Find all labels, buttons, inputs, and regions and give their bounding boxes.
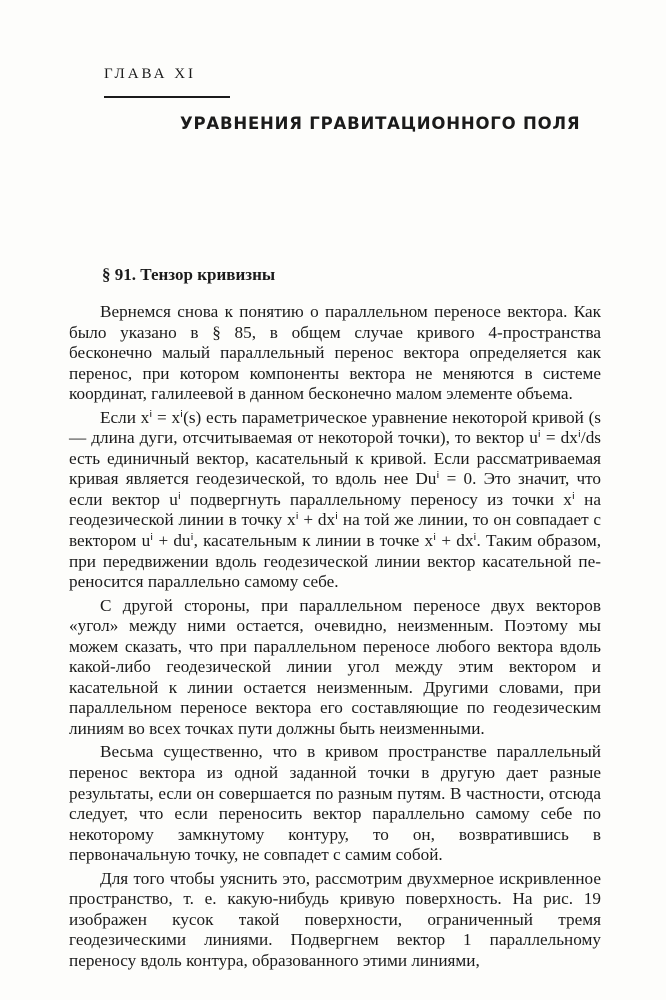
chapter-divider: [104, 96, 230, 98]
paragraph: Если xⁱ = xⁱ(s) есть параметрическое уравнение некоторой кривой (s — длина дуги, отсчитываемая от некоторой точки), то вектор uⁱ = dxⁱ/ds есть единичный вектор, касательный к кривой. Если рассматриваемая кривая является геодезической, то вдоль нее Duⁱ = 0. Это значит, что если вектор uⁱ подвергнуть параллельному переносу из точки xⁱ на геодезической линии в точку xⁱ + dxⁱ на той же линии, то он совпадает с вектором uⁱ + duⁱ, касательным к линии в точке xⁱ + dxⁱ. Таким образом, при передвижении вдоль геодезической линии вектор касательной переносится параллельно самому себе.: [69, 407, 601, 592]
paragraph: Для того чтобы уяснить это, рассмотрим двухмерное искривленное пространство, т. е. какую-нибудь кривую поверхность. На рис. 19 изображен кусок такой поверхности, ограниченный тремя геодезическими линиями. Подвергнем вектор 1 параллельному переносу вдоль контура, образованного этими линиями,: [69, 868, 601, 970]
paragraph: Вернемся снова к понятию о параллельном переносе вектора. Как было указано в § 85, в общем случае кривого 4-пространства бесконечно малый параллельный перенос вектора определяется как перенос, при котором компоненты вектора не меняются в системе координат, галилеевой в данном бесконечно малом элементе объема.: [69, 302, 601, 404]
chapter-label: ГЛАВА XI: [104, 66, 197, 82]
chapter-title: УРАВНЕНИЯ ГРАВИТАЦИОННОГО ПОЛЯ: [180, 114, 581, 133]
body-text: [69, 302, 601, 975]
paragraph: Весьма существенно, что в кривом пространстве параллельный перенос вектора из одной заданной точки в другую дает разные результаты, если он совершается по разным путям. В частности, отсюда следует, что если переносить вектор параллельно самому себе по некоторому замкнутому контуру, то он, возвратившись в первоначальную точку, не совпадет с самим собой.: [69, 742, 601, 865]
section-heading: § 91. Тензор кривизны: [102, 265, 276, 284]
paragraph: С другой стороны, при параллельном переносе двух векторов «угол» между ними остается, очевидно, неизменным. Поэтому мы можем сказать, что при параллельном переносе любого вектора вдоль какой-либо геодезической линии угол между этим вектором и касательной к линии остается неизменным. Другими словами, при параллельном переносе вектора его составляющие по геодезическим линиям во всех точках пути должны быть неизменными.: [69, 595, 601, 738]
